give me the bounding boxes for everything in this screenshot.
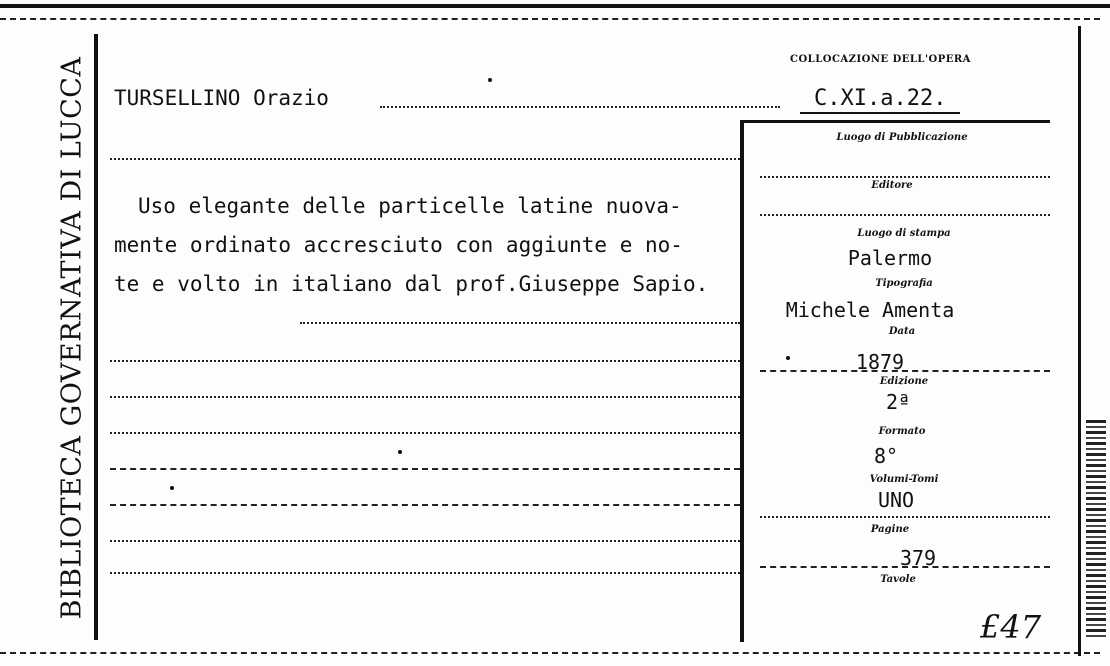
line-blank-1 (300, 322, 740, 324)
line-blank-2 (110, 360, 740, 362)
field-value-date: 1879 (855, 350, 905, 374)
author: TURSELLINO Orazio (114, 86, 329, 110)
field-label-format: Formato (878, 426, 926, 437)
right-border (1078, 26, 1081, 656)
title-line-3: te e volto in italiano dal prof.Giuseppe Sapio. (114, 272, 709, 296)
line-blank-5 (110, 468, 740, 470)
spine-divider (94, 34, 98, 640)
line-2 (110, 158, 740, 160)
field-label-plates: Tavole (880, 574, 916, 585)
field-label-printer: Tipografia (875, 278, 933, 289)
ink-speck (488, 78, 492, 82)
field-label-place-of-printing: Luogo di stampa (857, 228, 951, 239)
field-value-pages: 379 (899, 546, 937, 570)
field-label-date: Data (888, 326, 916, 337)
placement-header: COLLOCAZIONE DELL'OPERA (790, 54, 971, 65)
field-label-place-of-publication: Luogo di Pubblicazione (836, 132, 968, 143)
line-blank-8 (110, 572, 740, 574)
field-label-pages: Pagine (870, 524, 910, 535)
field-label-publisher: Editore (871, 180, 913, 191)
ink-speck (170, 486, 174, 490)
line-blank-4 (110, 432, 740, 434)
line-blank-6 (110, 504, 740, 506)
field-value-place-of-printing: Palermo (847, 246, 933, 270)
ink-speck (398, 450, 402, 454)
library-name: BIBLIOTECA GOVERNATIVA DI LUCCA (56, 56, 88, 620)
field-rule (760, 176, 1050, 178)
top-dashed-rule (0, 18, 1100, 20)
line-blank-3 (110, 396, 740, 398)
ink-speck (786, 356, 790, 360)
edge-scan-noise (1086, 420, 1106, 640)
library-spine (44, 28, 100, 648)
title-line-2: mente ordinato accresciuto con aggiunte e no- (114, 233, 683, 257)
field-box-top (740, 120, 1050, 123)
field-value-edition: 2ª (885, 390, 911, 414)
author-dots (380, 106, 780, 108)
field-label-volumes: Volumi-Tomi (869, 474, 939, 485)
top-border (0, 4, 1110, 8)
bottom-dashed-rule (0, 652, 1100, 654)
field-rule (760, 370, 1050, 372)
field-value-volumes: UNO (877, 488, 915, 512)
field-rule (760, 214, 1050, 216)
field-value-printer: Michele Amenta (785, 298, 955, 322)
field-label-edition: Edizione (879, 376, 929, 387)
field-rule (760, 566, 1050, 568)
line-blank-7 (110, 540, 740, 542)
shelfmark-underline (800, 112, 960, 114)
handwritten-number: £47 (980, 608, 1042, 646)
shelfmark: C.XI.a.22. (814, 86, 947, 111)
title-line-1: Uso elegante delle particelle latine nuova- (138, 194, 682, 218)
field-box-left (740, 120, 744, 642)
field-value-format: 8° (873, 444, 899, 468)
field-rule (760, 516, 1050, 518)
